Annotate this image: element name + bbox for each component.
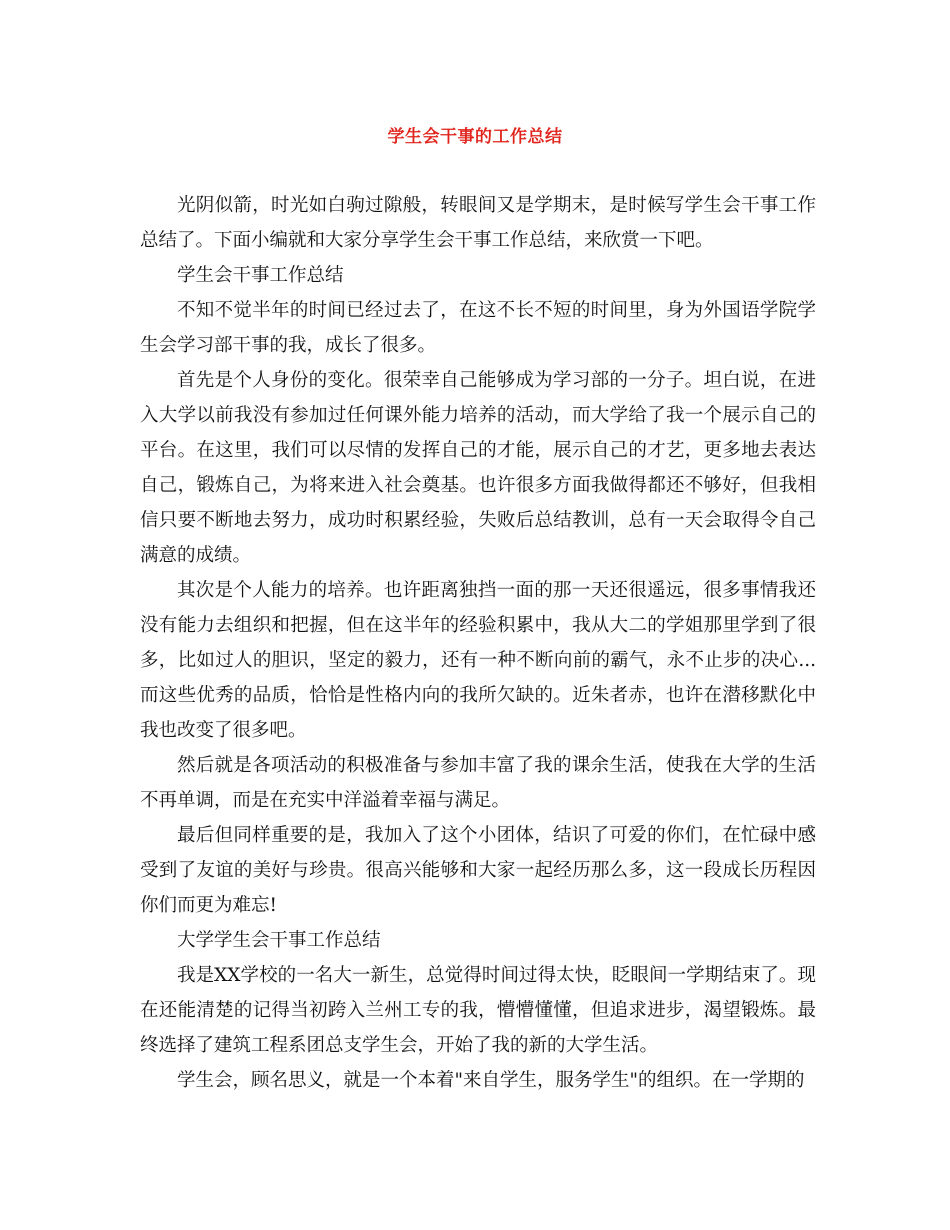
paragraph: 不知不觉半年的时间已经过去了，在这不长不短的时间里，身为外国语学院学生会学习部干事的我，成长了很多。 — [140, 300, 816, 356]
paragraph-intro: 光阴似箭，时光如白驹过隙般，转眼间又是学期末，是时候写学生会干事工作总结了。下面小编就和大家分享学生会干事工作总结，来欣赏一下吧。 — [140, 195, 816, 251]
document-body — [140, 188, 816, 1098]
paragraph: 然后就是各项活动的积极准备与参加丰富了我的课余生活，使我在大学的生活不再单调，而是在充实中洋溢着幸福与满足。 — [140, 755, 816, 811]
paragraph: 首先是个人身份的变化。很荣幸自己能够成为学习部的一分子。坦白说，在进入大学以前我没有参加过任何课外能力培养的活动，而大学给了我一个展示自己的平台。在这里，我们可以尽情的发挥自己的才能，展示自己的才艺，更多地去表达自己，锻炼自己，为将来进入社会奠基。也许很多方面我做得都还不够好，但我相信只要不断地去努力，成功时积累经验，失败后总结教训，总有一天会取得令自己满意的成绩。 — [140, 370, 816, 566]
paragraph: 其次是个人能力的培养。也许距离独挡一面的那一天还很遥远，很多事情我还没有能力去组织和把握，但在这半年的经验积累中，我从大二的学姐那里学到了很多，比如过人的胆识，坚定的毅力，还有一种不断向前的霸气，永不止步的决心...而这些优秀的品质，恰恰是性格内向的我所欠缺的。近朱者赤，也许在潜移默化中我也改变了很多吧。 — [140, 580, 816, 741]
paragraph: 我是XX学校的一名大一新生，总觉得时间过得太快，眨眼间一学期结束了。现在还能清楚的记得当初跨入兰州工专的我，懵懵懂懂，但追求进步，渴望锻炼。最终选择了建筑工程系团总支学生会，开始了我的新的大学生活。 — [140, 965, 816, 1056]
paragraph: 学生会，顾名思义，就是一个本着"来自学生，服务学生"的组织。在一学期的 — [177, 1070, 805, 1091]
document-title: 学生会干事的工作总结 — [387, 127, 563, 147]
section-heading: 大学学生会干事工作总结 — [177, 930, 381, 951]
paragraph: 最后但同样重要的是，我加入了这个小团体，结识了可爱的你们，在忙碌中感受到了友谊的美好与珍贵。很高兴能够和大家一起经历那么多，这一段成长历程因你们而更为难忘! — [140, 825, 816, 916]
section-heading: 学生会干事工作总结 — [177, 265, 344, 286]
